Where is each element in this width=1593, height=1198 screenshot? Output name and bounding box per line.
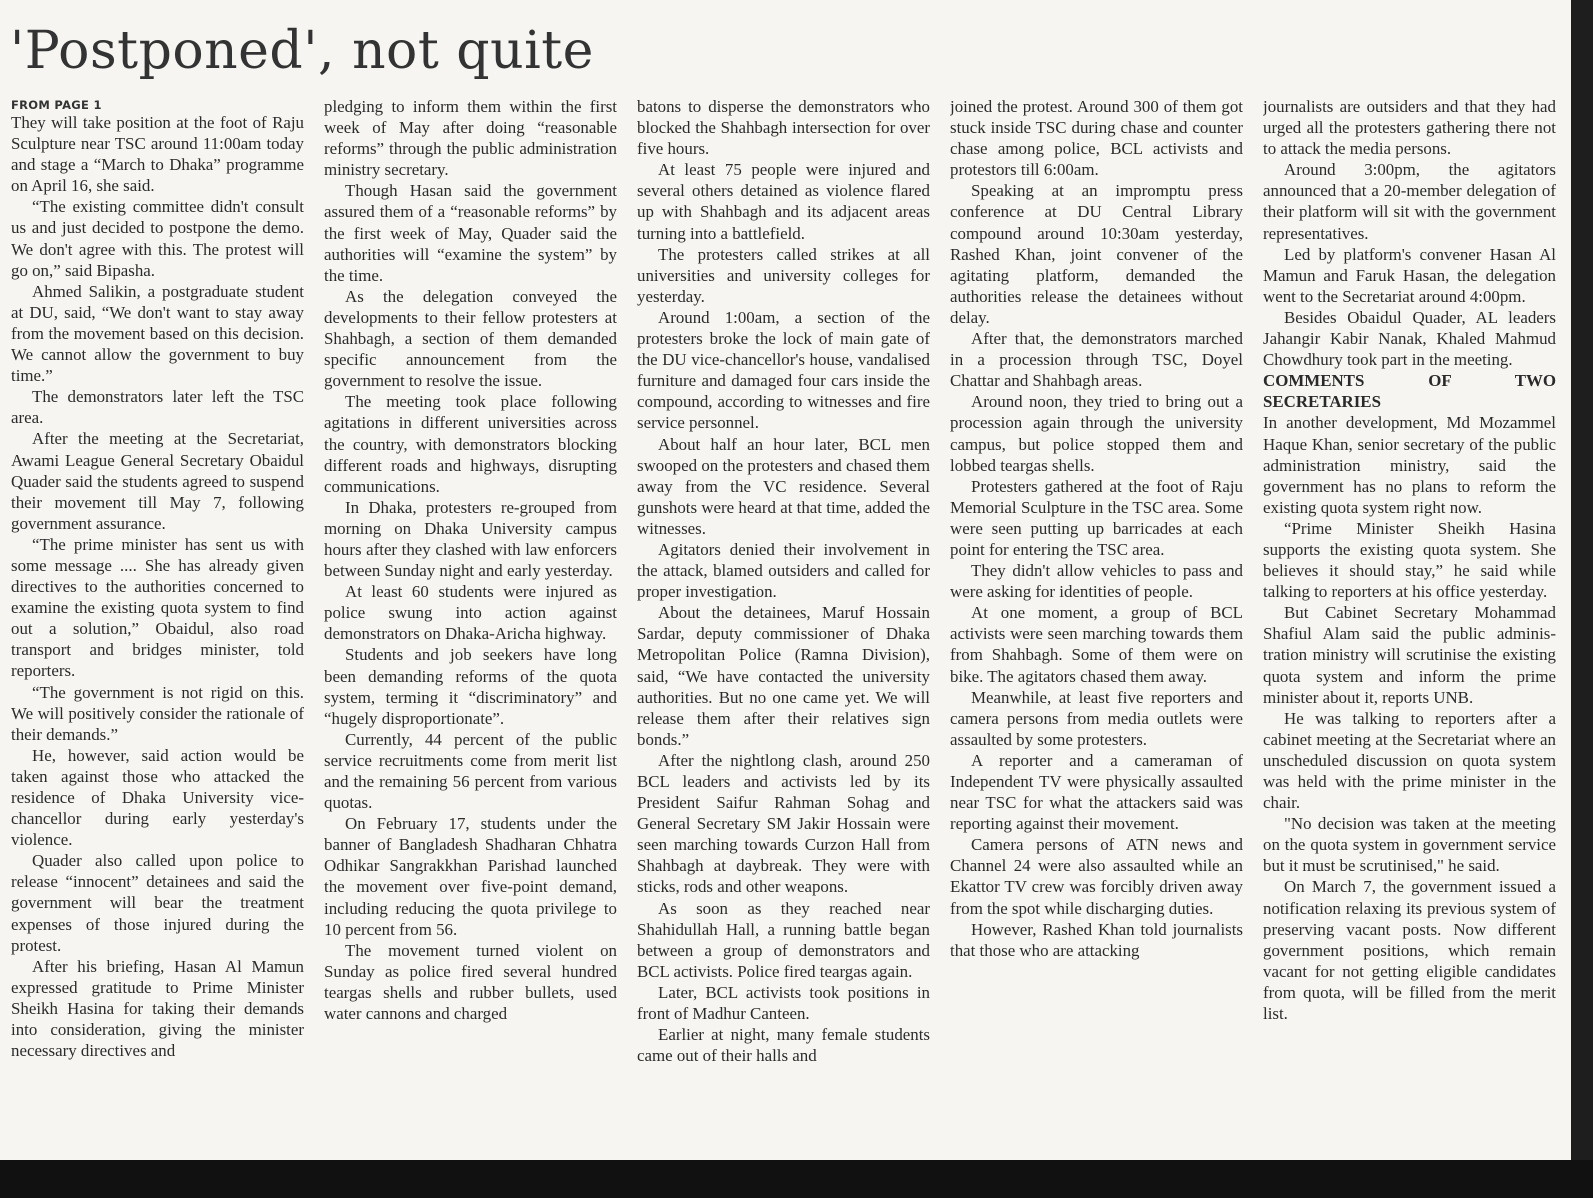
paragraph: “The government is not rigid on this. We will positively consider the rationale of their demands.” — [11, 682, 304, 744]
paragraph: Though Hasan said the government assured them of a “reasonable reforms” by the first week of May, Quader said the authorities will “examine the system” by the time. — [324, 181, 617, 285]
paragraph: Ahmed Salikin, a postgraduate student at DU, said, “We don't want to stay away from the movement based on this decision. We cannot allow the government to buy time.” — [11, 281, 304, 386]
article-column-4 — [950, 96, 1243, 1158]
paragraph: “The prime minister has sent us with some message .... She has already given directives to the authorities concerned to examine the existing quota system to find out a solution,” Obaidul, also road transport and bridges minister, told reporters. — [11, 534, 304, 681]
paragraph: Agitators denied their involvement in the attack, blamed outsiders and called for proper investigation. — [637, 539, 930, 602]
section-subhead: COMMENTS OF TWO SECRETARIES — [1263, 371, 1556, 412]
paragraph: He, however, said action would be taken against those who attacked the residence of Dhaka University vice-chancellor during early yesterday's violence. — [11, 745, 304, 850]
paragraph: The demonstrators later left the TSC area. — [11, 387, 304, 428]
paragraph: “Prime Minister Sheikh Hasina supports the existing quota system. She believes it should stay,” he said while talking to reporters at his office yesterday. — [1263, 518, 1556, 602]
paragraph: In Dhaka, protesters re-grouped from morning on Dhaka University campus hours after they clashed with law enforcers between Sunday night and early yesterday. — [324, 497, 617, 581]
paragraph: In another development, Md Mozammel Haque Khan, senior secretary of the public administration ministry, said the government has no plans to reform the existing quota system right now. — [1263, 413, 1556, 517]
paragraph: After the nightlong clash, around 250 BCL leaders and activists led by its President Saifur Rahman Sohag and General Secretary SM Jakir Hossain were seen marching towards Curzon Hall from Shahbagh at daybreak. They were with sticks, rods and other weapons. — [637, 750, 930, 897]
continued-from-kicker: FROM PAGE 1 — [11, 98, 102, 112]
paragraph: On March 7, the government issued a notification relaxing its previous system of preserving vacant posts. Now different government positions, which remain vacant for not getting eligible candidates from quota, will be filled from the merit list. — [1263, 877, 1556, 1024]
paragraph: At one moment, a group of BCL activists were seen marching towards them from Shahbagh. Some of them were on bike. The agitators chased them away. — [950, 603, 1243, 686]
paragraph: At least 75 people were injured and several others detained as violence flared up with Shahbagh and its adjacent areas turning into a battlefield. — [637, 160, 930, 243]
paragraph: About half an hour later, BCL men swooped on the protesters and chased them away from the VC residence. Several gunshots were heard at that time, added the witnesses. — [637, 434, 930, 538]
paragraph: As soon as they reached near Shahidullah Hall, a running battle began between a group of demonstrators and BCL activists. Police fired teargas again. — [637, 898, 930, 981]
paragraph: Protesters gathered at the foot of Raju Memorial Sculpture in the TSC area. Some were seen putting up barricades at each point for entering the TSC area. — [950, 476, 1243, 559]
paragraph: Besides Obaidul Quader, AL leaders Jahangir Kabir Nanak, Khaled Mahmud Chowdhury took part in the meeting. — [1263, 307, 1556, 370]
paragraph: After that, the demonstrators marched in a procession through TSC, Doyel Chattar and Shahbagh areas. — [950, 329, 1243, 391]
paragraph: journalists are outsiders and that they had urged all the protesters gathering there not to attack the media persons. — [1263, 97, 1556, 159]
paragraph: Quader also called upon police to release “innocent” detainees and said the government will bear the treatment expenses of those injured during the protest. — [11, 851, 304, 955]
paragraph: At least 60 students were injured as police swung into action against demonstrators on Dhaka-Aricha highway. — [324, 582, 617, 644]
paragraph: On February 17, students under the banner of Bangladesh Shadharan Chhatra Odhikar Sangrakkhan Parishad launched the movement over five-point demand, including reducing the quota privilege to 10 percent from 56. — [324, 814, 617, 939]
paragraph: Meanwhile, at least five reporters and camera persons from media outlets were assaulted by some protesters. — [950, 687, 1243, 749]
paragraph: He was talking to reporters after a cabinet meeting at the Secretariat where an unscheduled discussion on quota system was held with the prime minister in the chair. — [1263, 708, 1556, 813]
article-column-1 — [11, 96, 304, 1158]
paragraph: Around noon, they tried to bring out a procession again through the university campus, but police stopped them and lobbed teargas shells. — [950, 392, 1243, 475]
paragraph: joined the protest. Around 300 of them got stuck inside TSC during chase and counter chase among police, BCL activists and protestors till 6:00am. — [950, 97, 1243, 180]
paragraph: Later, BCL activists took positions in front of Madhur Canteen. — [637, 982, 930, 1024]
paragraph: Earlier at night, many female students came out of their halls and — [637, 1025, 930, 1066]
paragraph: Currently, 44 percent of the public service recruitments come from merit list and the remaining 56 percent from various quotas. — [324, 729, 617, 813]
paragraph: As the delegation conveyed the developments to their fellow protesters at Shahbagh, a section of them demanded specific announcement from the government to resolve the issue. — [324, 286, 617, 391]
headline: 'Postponed', not quite — [10, 21, 594, 81]
paragraph: "No decision was taken at the meeting on the quota system in government service but it must be scrutinised," he said. — [1263, 814, 1556, 876]
paragraph: But Cabinet Secretary Mohammad Shafiul Alam said the public administration ministry will scrutinise the existing quota system and inform the prime minister about it, reports UNB. — [1263, 603, 1556, 707]
paragraph: Around 3:00pm, the agitators announced that a 20-member delegation of their platform will sit with the government representatives. — [1263, 160, 1556, 243]
paragraph: Speaking at an impromptu press conference at DU Central Library compound around 10:30am yesterday, Rashed Khan, joint convener of the agitating platform, demanded the authorities release the detainees without delay. — [950, 181, 1243, 327]
scan-edge-bottom — [0, 1160, 1593, 1198]
paragraph: The movement turned violent on Sunday as police fired several hundred teargas shells and rubber bullets, used water cannons and charged — [324, 940, 617, 1024]
paragraph: batons to disperse the demonstrators who blocked the Shahbagh intersection for over five hours. — [637, 97, 930, 159]
article-column-3 — [637, 96, 930, 1158]
paragraph: They will take position at the foot of Raju Sculpture near TSC around 11:00am today and stage a “March to Dhaka” programme on April 16, she said. — [11, 113, 304, 196]
paragraph: pledging to inform them within the first week of May after doing “reasonable reforms” through the public administration ministry secretary. — [324, 97, 617, 180]
paragraph: Around 1:00am, a section of the protesters broke the lock of main gate of the DU vice-chancellor's house, vandalised furniture and damaged four cars inside the compound, according to witnesses and fire service personnel. — [637, 307, 930, 433]
paragraph: “The existing committee didn't consult us and just decided to postpone the demo. We don't agree with this. The protest will go on,” said Bipasha. — [11, 197, 304, 280]
paragraph: However, Rashed Khan told journalists that those who are attacking — [950, 919, 1243, 960]
paragraph: They didn't allow vehicles to pass and were asking for identities of people. — [950, 561, 1243, 602]
paragraph: Students and job seekers have long been demanding reforms of the quota system, terming it “discriminatory” and “hugely disproportionate”. — [324, 645, 617, 728]
article-column-2 — [324, 96, 617, 1158]
paragraph: Led by platform's convener Hasan Al Mamun and Faruk Hasan, the delegation went to the Secretariat around 4:00pm. — [1263, 244, 1556, 306]
paragraph: After the meeting at the Secretariat, Awami League General Secretary Obaidul Quader said the students agreed to suspend their movement till May 7, following government assurance. — [11, 429, 304, 533]
paragraph: Camera persons of ATN news and Channel 24 were also assaulted while an Ekattor TV crew was forcibly driven away from the spot while discharging duties. — [950, 835, 1243, 918]
paragraph: The meeting took place following agitations in different universities across the country, with demonstrators blocking different roads and highways, disrupting communications. — [324, 392, 617, 496]
paragraph: The protesters called strikes at all universities and university colleges for yesterday. — [637, 244, 930, 306]
scan-edge-right — [1571, 0, 1593, 1198]
article-column-5 — [1263, 96, 1556, 1158]
paragraph: About the detainees, Maruf Hossain Sardar, deputy commissioner of Dhaka Metropolitan Police (Ramna Division), said, “We have contacted the university authorities. But no one came yet. We will release them after their relatives sign bonds.” — [637, 603, 930, 749]
paragraph: A reporter and a cameraman of Independent TV were physically assaulted near TSC for what the attackers said was reporting against their movement. — [950, 750, 1243, 834]
paragraph: After his briefing, Hasan Al Mamun expressed gratitude to Prime Minister Sheikh Hasina for taking their demands into consideration, giving the minister necessary directives and — [11, 956, 304, 1061]
